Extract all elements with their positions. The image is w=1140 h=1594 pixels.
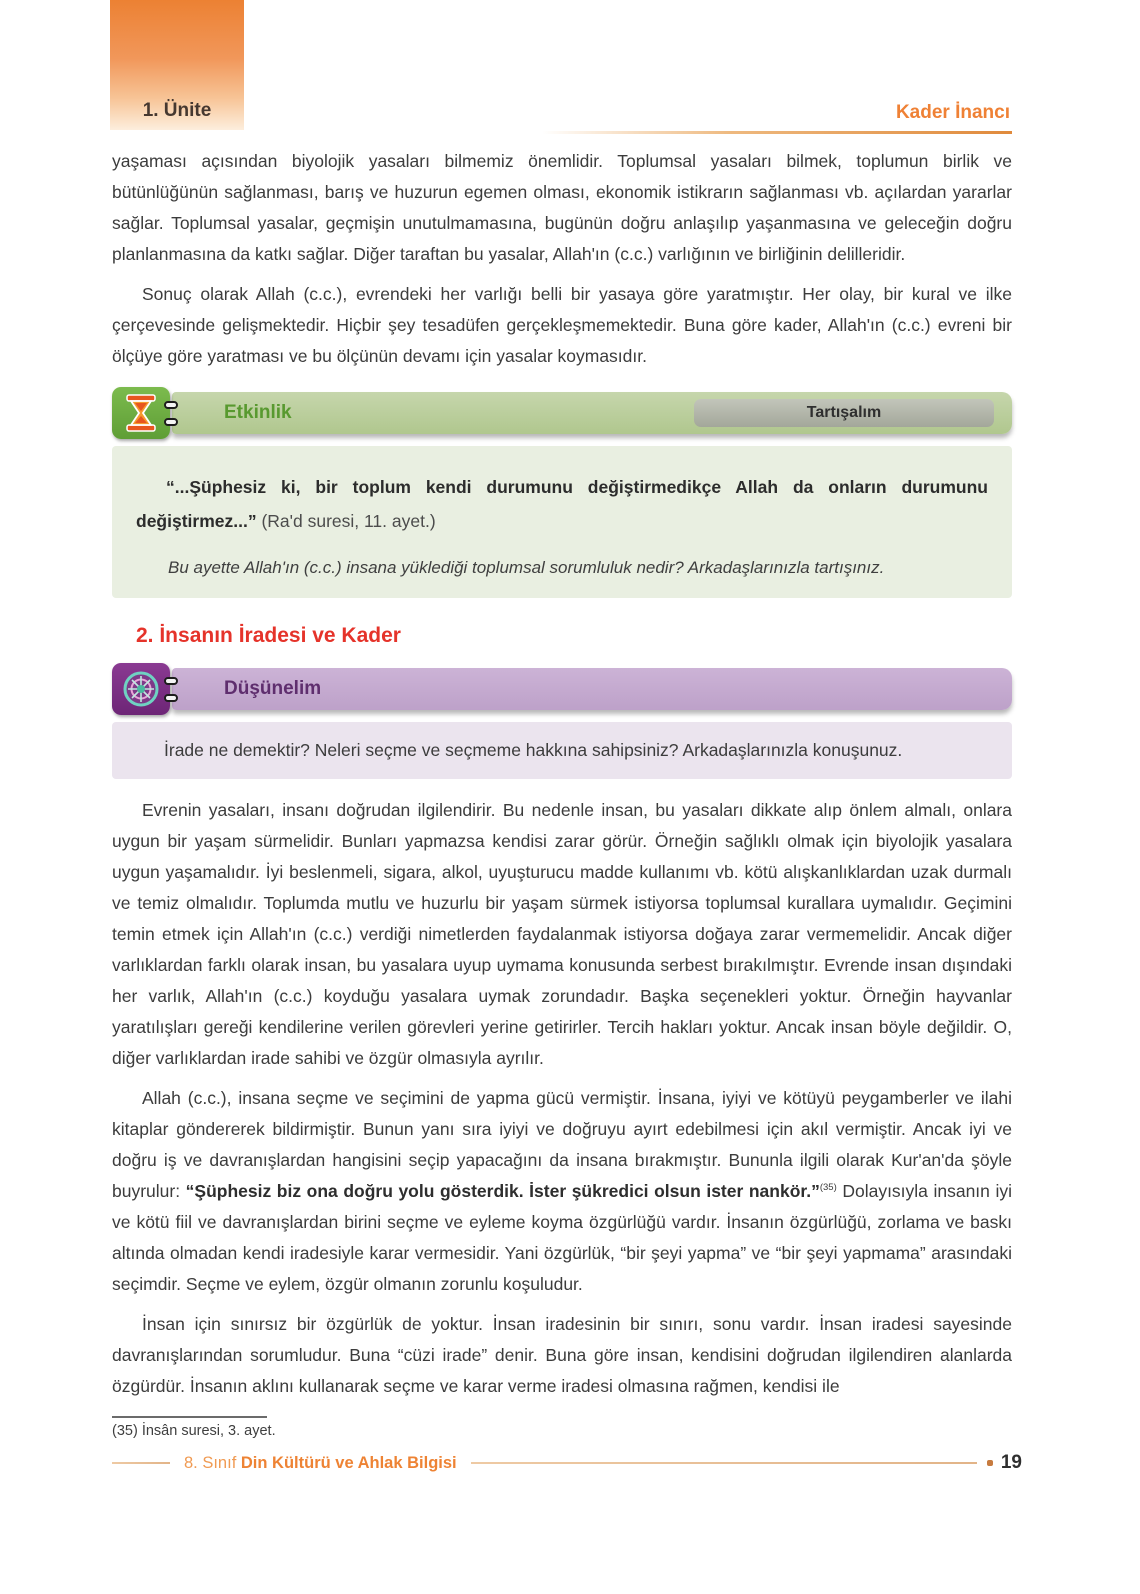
footer-left-rule	[112, 1462, 170, 1464]
paragraph-conclusion-kader: Sonuç olarak Allah (c.c.), evrendeki her varlığı belli bir yasaya göre yaratmıştır. Her olay, bir kural ve ilke çerçevesinde gelişmektedir. Hiçbir şey tesadüfen gerçekleşmemektedir. Buna göre kader, Allah'ın (c.c.) evreni bir ölçüye göre yaratması ve bu ölçünün devamı için yasalar koymasıdır.	[112, 284, 1012, 366]
binder-ring	[164, 418, 178, 426]
binder-rings	[164, 401, 178, 426]
chapter-title: Kader İnancı	[895, 102, 1010, 123]
paragraph-social-laws: yaşaması açısından biyolojik yasaları bilmemiz önemlidir. Toplumsal yasaları bilmek, toplumun birlik ve bütünlüğünün sağlanması, barış ve huzurun egemen olması, ekonomik istikrarın sağlanması vb. açılardan yararlar sağlar. Toplumsal yasalar, geçmişin unutulmamasına, bugünün doğru anlaşılıp yaşanmasına ve geleceğin doğru planlanmasına da katkı sağlar. Diğer taraftan bu yasalar, Allah'ın (c.c.) varlığının ve birliğinin delilleridir.	[112, 151, 1012, 264]
activity-content-box	[112, 446, 1012, 598]
footnote-rule	[112, 1416, 267, 1418]
footnote-reference: (35)	[819, 1182, 837, 1194]
think-banner	[112, 663, 1012, 715]
ayah-quote	[136, 470, 988, 538]
footer-grade: 8. Sınıf	[184, 1453, 241, 1472]
discuss-tab: Tartışalım	[694, 399, 994, 427]
paragraph-free-will	[112, 1083, 1012, 1300]
footer-course-name: Din Kültürü ve Ahlak Bilgisi	[240, 1453, 457, 1472]
think-question: İrade ne demektir? Neleri seçme ve seçmeme hakkına sahipsiniz? Arkadaşlarınızla konuşunuz.	[164, 740, 903, 760]
page-content	[112, 146, 1012, 1439]
page-footer	[112, 1452, 1022, 1474]
ayah-citation: (Ra'd suresi, 11. ayet.)	[256, 511, 436, 531]
unit-label: 1. Ünite	[142, 100, 212, 121]
hourglass-icon	[124, 394, 158, 432]
binder-rings	[164, 677, 178, 702]
page-number: 19	[1000, 1452, 1022, 1473]
binder-ring	[164, 694, 178, 702]
footnote: (35) İnsân suresi, 3. ayet.	[112, 1422, 276, 1439]
para4-rest: Dolayısıyla insanın iyi ve kötü fiil ve davranışlardan birini seçme ve eyleme koyma özgürlüğü vardır. İnsanın özgürlüğü, zorlama ve baskı altında olmadan kendi iradesiyle karar vermesidir. Yani özgürlük, “bir şeyi yapma” ve “bir şeyi yapmama” arasındaki seçimdir. Seçme ve eylem, özgür olmanın zorunlu koşuludur.	[112, 1181, 1012, 1294]
think-content-box	[112, 722, 1012, 779]
chapter-title-rule	[542, 131, 1012, 134]
binder-ring	[164, 677, 178, 685]
ayah-quote-text: “...Şüphesiz ki, bir toplum kendi durumunu değiştirmedikçe Allah da onların durumunu değiştirmez...”	[136, 477, 988, 531]
para4-quran-quote: “Şüphesiz biz ona doğru yolu gösterdik. İster şükredici olsun ister nankör.”	[185, 1181, 820, 1201]
activity-question: Bu ayette Allah'ın (c.c.) insana yüklediği toplumsal sorumluluk nedir? Arkadaşlarınızla tartışınız.	[168, 558, 885, 577]
footer-bullet-dot	[987, 1460, 993, 1466]
think-label: Düşünelim	[224, 678, 322, 699]
activity-bar	[172, 392, 1012, 434]
activity-label: Etkinlik	[224, 402, 292, 423]
activity-banner	[112, 387, 1012, 439]
thinking-emblem-icon	[122, 670, 160, 708]
activity-icon-tile	[112, 387, 170, 439]
unit-banner	[110, 0, 244, 130]
footer-right-rule	[471, 1462, 977, 1464]
paragraph-limited-freedom: İnsan için sınırsız bir özgürlük de yoktur. İnsan iradesinin bir sınırı, sonu vardır. İnsan iradesi sayesinde davranışlarından sorumludur. Buna “cüzi irade” denir. Buna göre insan, kendisini doğrudan ilgilendiren alanlarda özgürdür. İnsanın aklını kullanarak seçme ve karar verme iradesi olmasına rağmen, kendisi ile	[112, 1314, 1012, 1396]
para4-lead: Allah (c.c.), insana seçme ve seçimini de yapma gücü vermiştir. İnsana, iyiyi ve kötüyü peygamberler ve ilahi kitaplar göndererek bildirmiştir. Bunun yanı sıra iyiyi ve doğruyu ayırt edebilmesi için akıl vermiştir. Ancak iyi ve doğru iş ve davranışlardan hangisini seçip yapacağını da insana bırakmıştır. Bununla ilgili olarak Kur'an'da şöyle buyrulur:	[112, 1088, 1012, 1201]
binder-ring	[164, 401, 178, 409]
think-bar	[172, 668, 1012, 710]
section-heading: 2. İnsanın İradesi ve Kader	[136, 624, 401, 647]
paragraph-universe-laws: Evrenin yasaları, insanı doğrudan ilgilendirir. Bu nedenle insan, bu yasaları dikkate alıp önlem almalı, onlara uygun bir yaşam sürmelidir. Bunları yapmazsa kendisi zarar görür. Örneğin sağlıklı olmak için biyolojik yasalara uygun yaşamalıdır. İyi beslenmeli, sigara, alkol, uyuşturucu madde kullanımı vb. kötü alışkanlıklardan uzak durmalı ve temiz olmalıdır. Toplumda mutlu ve huzurlu bir yaşam sürmek istiyorsa toplumsal kurallara uymalıdır. Geçimini temin etmek için Allah'ın (c.c.) verdiği nimetlerden faydalanmak istiyorsa doğaya zarar vermemelidir. Ancak diğer varlıklardan farklı olarak insan, bu yasalara uyup uymama konusunda serbest bırakılmıştır. Evrende insan dışındaki her varlık, Allah'ın (c.c.) koyduğu yasalara uymak zorundadır. Başka seçenekleri yoktur. Örneğin hayvanlar yaratılışları gereği kendilerine verilen görevleri yerine getirirler. Tercih hakları yoktur. Ancak insan böyle değildir. O, diğer varlıklardan irade sahibi ve özgür olmasıyla ayrılır.	[112, 800, 1012, 1068]
footer-book-title	[184, 1454, 457, 1473]
think-icon-tile	[112, 663, 170, 715]
